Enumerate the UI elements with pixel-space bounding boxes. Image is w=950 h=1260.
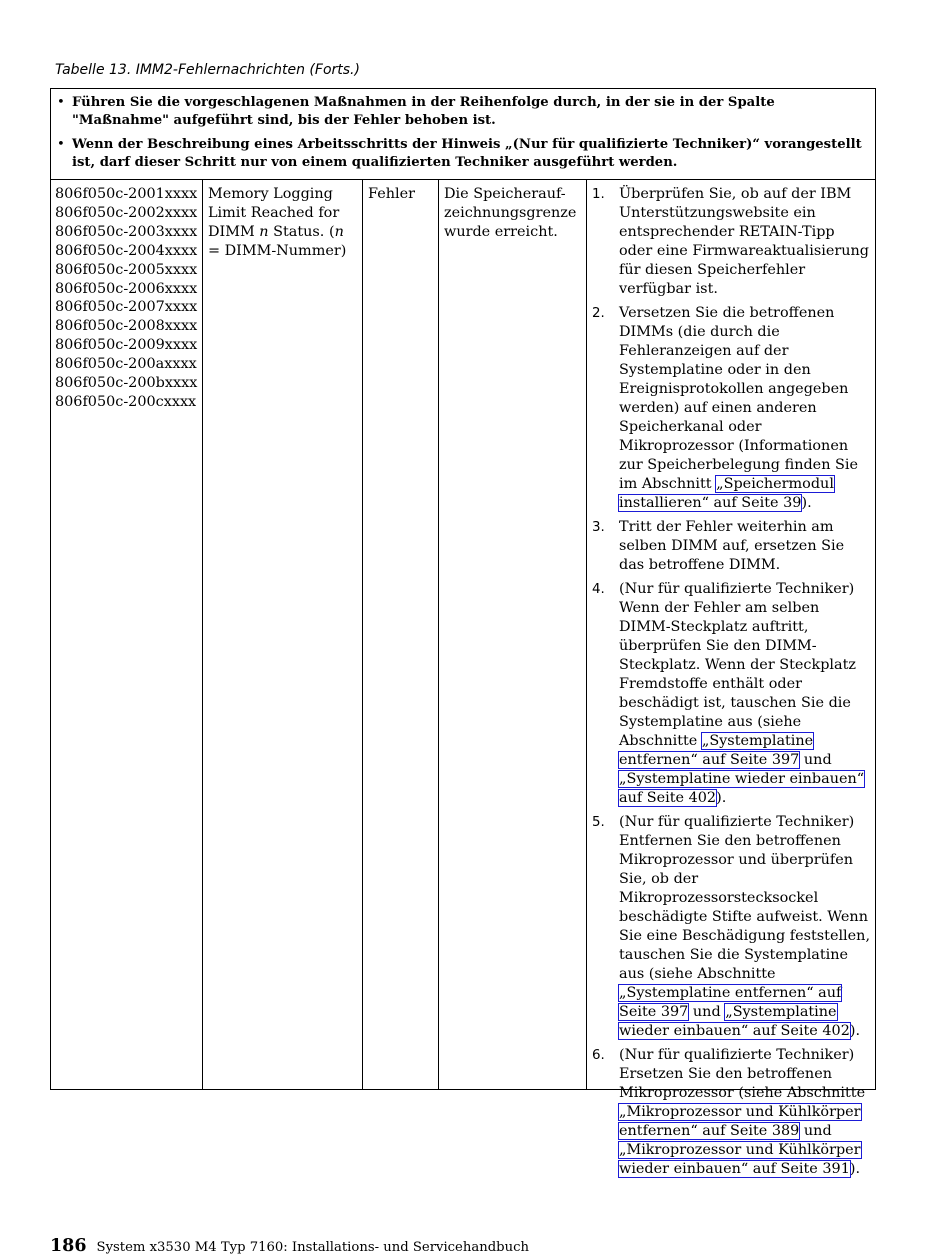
step-text: Überprüfen Sie, ob auf der IBM Unterstützungswebsite ein entsprechender RETAIN-Tipp oder eine Firmwareaktualisierung für diesen Speicherfehler verfügbar ist. xyxy=(619,186,869,297)
action-step xyxy=(592,1046,871,1179)
cross-reference-link[interactable]: „Speichermodul installieren“ auf Seite 39 xyxy=(619,476,834,511)
event-id-cell xyxy=(51,180,203,1089)
step-text: (Nur für qualifizierte Techniker) Entfernen Sie den betroffenen Mikroprozessor und überprüfen Sie, ob der Mikroprozessorstecksockel beschädigte Stifte aufweist. Wenn Sie eine Beschädigung feststellen, tauschen Sie die Systemplatine aus (siehe Abschnitte xyxy=(619,814,871,982)
page-footer xyxy=(50,1236,529,1256)
header-note-text: Führen Sie die vorgeschlagenen Maßnahmen in der Reihenfolge durch, in der sie in der Spalte "Maßnahme" aufgeführt sind, bis der Fehler behoben ist. xyxy=(72,95,775,128)
cross-reference-link[interactable]: „Systemplatine entfernen“ auf Seite 397 xyxy=(619,733,814,768)
cross-reference-link[interactable]: „Mikroprozessor und Kühlkörper entfernen“ auf Seite 389 xyxy=(619,1104,861,1139)
step-text: und xyxy=(799,752,832,768)
event-code: 806f050c-2002xxxx xyxy=(55,204,198,221)
footer-title: System x3530 M4 Typ 7160: Installations- und Servicehandbuch xyxy=(96,1240,529,1255)
message-part: Status. ( xyxy=(268,224,335,240)
page-number: 186 xyxy=(50,1236,87,1256)
bullet-icon: • xyxy=(57,95,65,110)
header-note-text: Wenn der Beschreibung eines Arbeitsschritts der Hinweis „(Nur für qualifizierte Techniker)“ vorangestellt ist, darf dieser Schritt nur von einem qualifizierten Techniker ausgeführt werden. xyxy=(72,137,862,170)
action-step xyxy=(592,185,871,299)
event-code: 806f050c-2003xxxx xyxy=(55,223,198,240)
description-text: Die Speicherauf-zeichnungsgrenze wurde erreicht. xyxy=(444,186,577,240)
step-text: ). xyxy=(849,1161,861,1177)
step-text: ). xyxy=(801,495,812,511)
step-number: 4. xyxy=(592,582,605,597)
step-text: und xyxy=(688,1004,726,1020)
event-code: 806f050c-2009xxxx xyxy=(55,337,198,354)
step-number: 1. xyxy=(592,187,605,202)
event-code: 806f050c-2004xxxx xyxy=(55,242,198,259)
table-header-notes xyxy=(51,89,875,180)
message-cell xyxy=(203,180,363,1089)
step-text: ). xyxy=(849,1023,861,1039)
message-text xyxy=(208,185,358,261)
table-caption: Tabelle 13. IMM2-Fehlernachrichten (Forts.) xyxy=(55,62,360,78)
event-code: 806f050c-2007xxxx xyxy=(55,299,198,316)
event-code: 806f050c-200axxxx xyxy=(55,356,197,373)
message-part: Memory Logging Limit Reached for DIMM xyxy=(208,186,340,240)
message-part: = DIMM-Nummer) xyxy=(208,243,347,259)
step-text: Tritt der Fehler weiterhin am selben DIMM auf, ersetzen Sie das betroffene DIMM. xyxy=(619,519,845,573)
description-cell xyxy=(439,180,587,1089)
header-note xyxy=(57,94,867,130)
step-number: 5. xyxy=(592,815,605,830)
message-variable: n xyxy=(334,224,344,240)
cross-reference-link[interactable]: „Mikroprozessor und Kühlkörper wieder einbauen“ auf Seite 391 xyxy=(619,1142,861,1177)
event-code: 806f050c-2006xxxx xyxy=(55,280,198,297)
event-code: 806f050c-200bxxxx xyxy=(55,375,198,392)
event-code: 806f050c-2001xxxx xyxy=(55,186,198,202)
severity-cell xyxy=(363,180,439,1089)
cross-reference-link[interactable]: „Systemplatine wieder einbauen“ auf Seite 402 xyxy=(619,1004,850,1039)
step-number: 2. xyxy=(592,306,605,321)
action-cell xyxy=(587,180,875,1177)
action-step xyxy=(592,518,871,575)
action-step xyxy=(592,813,871,1041)
step-number: 6. xyxy=(592,1048,605,1063)
event-code: 806f050c-2005xxxx xyxy=(55,261,198,278)
action-steps xyxy=(592,185,871,1179)
step-text: ). xyxy=(716,790,727,806)
action-step xyxy=(592,304,871,513)
severity-text: Fehler xyxy=(368,186,415,202)
step-number: 3. xyxy=(592,520,605,535)
step-text: Versetzen Sie die betroffenen DIMMs (die durch die Fehleranzeigen auf der Systemplatine oder in den Ereignisprotokollen angegeben werden) auf einen anderen Speicherkanal oder Mikroprozessor (Informationen zur Speicherbelegung finden Sie im Abschnitt xyxy=(619,305,859,492)
cross-reference-link[interactable]: „Systemplatine entfernen“ auf Seite 397 xyxy=(619,985,842,1020)
step-text: und xyxy=(799,1123,832,1139)
error-message-table xyxy=(50,88,876,1177)
event-code: 806f050c-2008xxxx xyxy=(55,318,198,335)
cross-reference-link[interactable]: „Systemplatine wieder einbauen“ auf Seite 402 xyxy=(619,771,865,806)
bullet-icon: • xyxy=(57,137,65,152)
event-code: 806f050c-200cxxxx xyxy=(55,393,197,410)
message-variable: n xyxy=(259,224,269,240)
action-step xyxy=(592,580,871,808)
step-text: (Nur für qualifizierte Techniker) Ersetzen Sie den betroffenen Mikroprozessor (siehe Abschnitte xyxy=(619,1047,866,1101)
step-text: (Nur für qualifizierte Techniker) Wenn der Fehler am selben DIMM-Steckplatz auftritt, überprüfen Sie den DIMM-Steckplatz. Wenn der Steckplatz Fremdstoffe enthält oder beschädigt ist, tauschen Sie die Systemplatine aus (siehe Abschnitte xyxy=(619,581,856,749)
header-note xyxy=(57,136,867,172)
